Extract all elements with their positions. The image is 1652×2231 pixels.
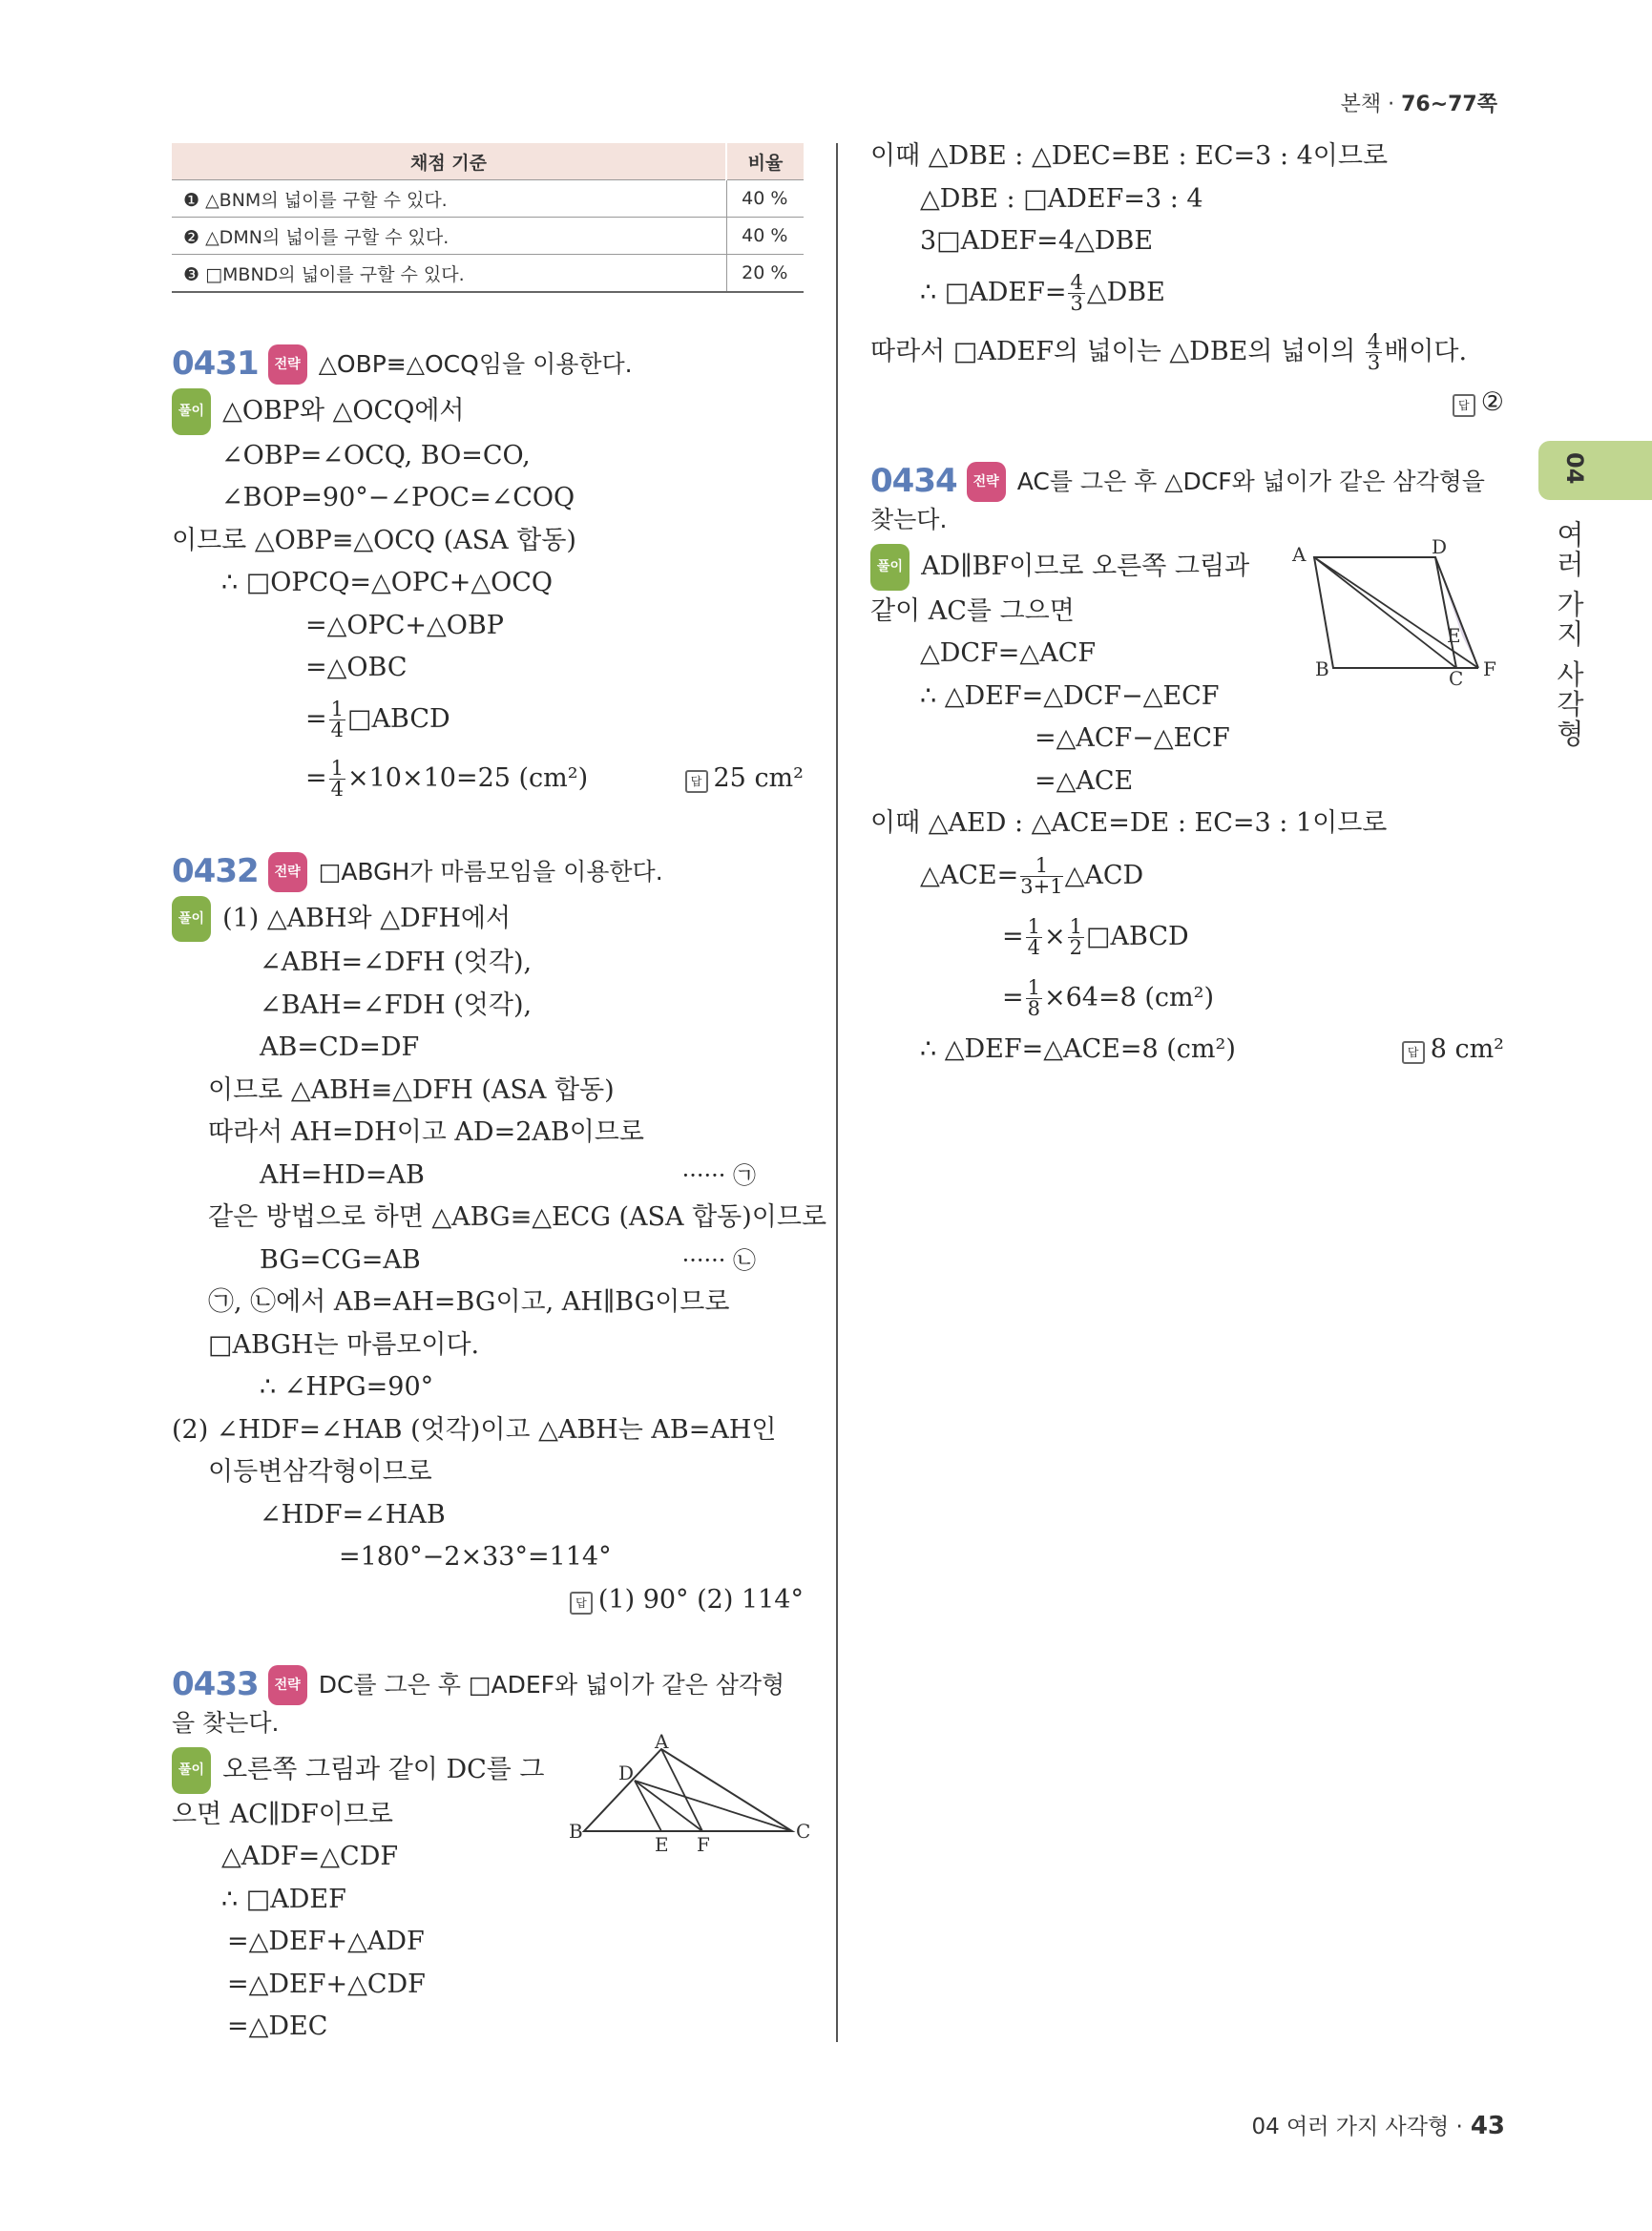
label-E: E [655, 1833, 669, 1856]
label-F: F [697, 1833, 710, 1856]
answer-0431: 답 25 cm² [685, 749, 805, 808]
col-ratio: 비율 [726, 143, 804, 180]
answer-icon: 답 [1453, 394, 1475, 417]
problem-0433-header: 0433 전략 DC를 그은 후 □ADEF와 넓이가 같은 삼각형을 찾는다. [172, 1665, 785, 1737]
label-B: B [569, 1820, 583, 1843]
answer-0433: ② [1480, 386, 1504, 417]
label-D: D [618, 1762, 635, 1784]
label-E: E [1447, 624, 1461, 647]
problem-0432-header: 0432 전략 □ABGH가 마름모임을 이용한다. [172, 851, 663, 890]
page-number: 43 [1470, 2112, 1505, 2140]
left-column: 채점 기준 비율 ❶ △BNM의 넓이를 구할 수 있다. 40 % ❷ △DMN의 넓이를 구할 수 있다. 40 % ❸ □MBND의 넓이를 구할 수 있다. 20 % 0431 전략 △OBP≡△OCQ임을 이용한다. 풀이 △OBP와 △OCQ에서 ∠OBP=∠OCQ, BO=CO, ∠BOP=90°−∠POC=∠COQ 이므로 △OBP≡△OCQ (ASA 합동) ∴ □OPCQ=△OPC+△OCQ =△OPC+△OBP =△OBC = $\frac{1}{4}$ □ABCD = $\frac{1}{4}$ ×10×10=25 (cm²) 답 25 cm² 0432 전략 □ABGH가 마름모임을 이용한다. 풀이 (1) △ABH와 △DFH에서 ∠ABH=∠DFH (엇각), ∠BAH=∠FDH (엇각), AB=CD=DF 이므로 △ABH≡△DFH (ASA 합동) 따라서 AH=DH이고 AD=2AB이므로 AH=HD=AB ······ ㉠ 같은 방법으로 하면 △ABG≡△ECG (ASA 합동)이므로 BG=CG=AB ······ ㉡ ㉠, ㉡에서 AB=AH=BG이고, AH∥BG이므로 □ABGH는 마름모이다. ∴ ∠HPG=90° (2) ∠HDF=∠HAB (엇각)이고 △ABH는 AB=AH인 이등변삼각형이므로 ∠HDF=∠HAB =180°−2×33°=114° 답 (1) 90° (2) 114° 0433 전략 DC를 그은 후 □ADEF와 넓이가 같은 삼각형을 찾는다. 풀이 오른쪽 그림과 같이 DC를 그 으면 AC∥DF이므로 △ADF=△CDF ∴ □ADEF =△DEF+△ADF =△DEF+△CDF =△DEC A D B E F C [172, 143, 804, 2049]
chapter-tab: 04 [1538, 441, 1652, 500]
column-divider [836, 143, 838, 2042]
scoring-table [172, 143, 804, 293]
label-A: A [655, 1730, 669, 1753]
table-row: ❶ △BNM의 넓이를 구할 수 있다. 40 % [172, 180, 804, 218]
triangle-figure-0433 [569, 1730, 811, 1856]
answer-0432: (1) 90° (2) 114° [597, 1584, 804, 1615]
table-row: ❷ △DMN의 넓이를 구할 수 있다. 40 % [172, 218, 804, 255]
answer-0434: 답 8 cm² [1402, 1029, 1504, 1072]
chapter-side-title: 여러 가지 사각형 [1553, 520, 1585, 749]
label-C: C [796, 1820, 811, 1843]
page-reference: 본책 · 76~77쪽 [1340, 93, 1497, 116]
page-footer: 04 여러 가지 사각형 · 43 [1251, 2112, 1505, 2140]
table-row: ❸ □MBND의 넓이를 구할 수 있다. 20 % [172, 255, 804, 293]
label-B: B [1315, 657, 1329, 680]
right-column: 이때 △DBE : △DEC=BE : EC=3 : 4이므로 △DBE : □ADEF=3 : 4 3□ADEF=4△DBE ∴ □ADEF= $\frac{4}{3}$ △DBE 따라서 □ADEF의 넓이는 △DBE의 넓이의 $\frac{4}{3}$ 배이다. 답 ② 0434 전략 AC를 그은 후 △DCF와 넓이가 같은 삼각형을 찾는다. 풀이 AD∥BF이므로 오른쪽 그림과 같이 AC를 그으면 △DCF=△ACF ∴ △DEF=△DCF−△ECF =△ACF−△ECF =△ACE A D E B C F 이때 △AED : △ACE=DE : EC=3 : 1이므로 △ACE= $\frac{1}{3+1}$ △ACD = $\frac{1}{4}$ × $\frac{1}{2}$ □ABCD = $\frac{1}{8}$ ×64=8 (cm²) ∴ △DEF=△ACE=8 (cm²) 답 8 cm² [870, 143, 1504, 1071]
label-A: A [1292, 543, 1307, 566]
answer-icon: 답 [1402, 1041, 1425, 1064]
answer-icon: 답 [570, 1592, 593, 1615]
label-C: C [1449, 667, 1464, 690]
col-criteria: 채점 기준 [172, 143, 726, 180]
problem-0434-header: 0434 전략 AC를 그은 후 △DCF와 넓이가 같은 삼각형을 찾는다. [870, 462, 1485, 533]
problem-0431-header: 0431 전략 △OBP≡△OCQ임을 이용한다. [172, 344, 633, 383]
answer-icon: 답 [685, 770, 708, 793]
parallelogram-figure-0434 [1290, 535, 1500, 690]
label-F: F [1483, 657, 1496, 680]
label-D: D [1432, 535, 1448, 558]
